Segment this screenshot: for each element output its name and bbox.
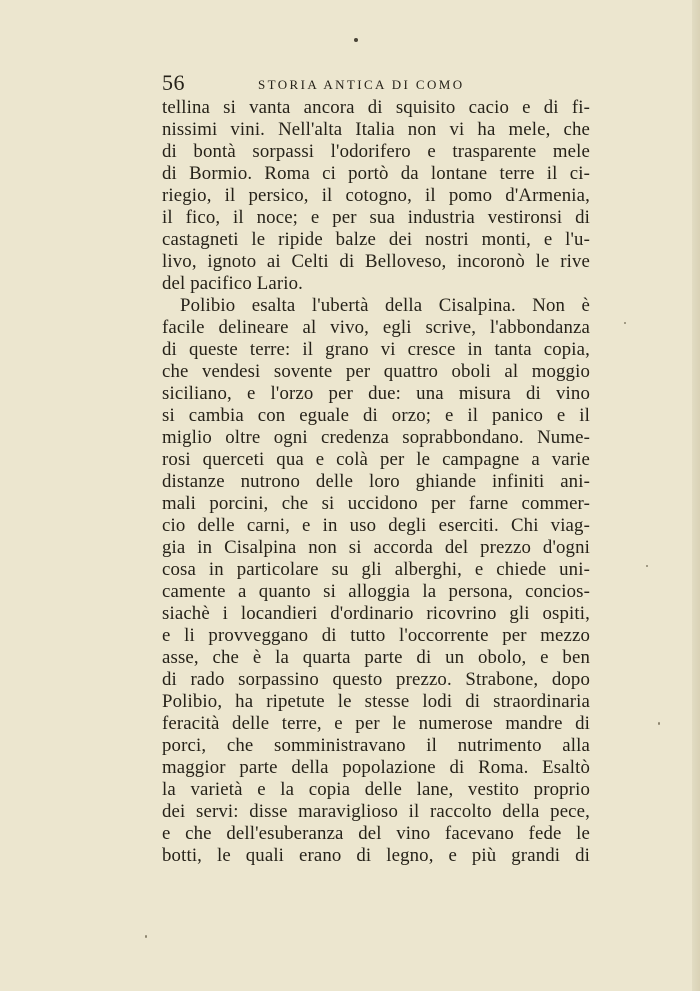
text-line: distanze nutrono delle loro ghiande infiniti ani-: [162, 471, 590, 492]
paragraph-start-line: Polibio esalta l'ubertà della Cisalpina. Non è: [180, 295, 590, 316]
text-line: e che dell'esuberanza del vino facevano fede le: [162, 823, 590, 844]
text-line: nissimi vini. Nell'alta Italia non vi ha mele, che: [162, 119, 590, 140]
page-edge-shadow: [692, 0, 700, 991]
text-line: di rado sorpassino questo prezzo. Strabone, dopo: [162, 669, 590, 690]
text-line: di bontà sorpassi l'odorifero e trasparente mele: [162, 141, 590, 162]
text-line: di Bormio. Roma ci portò da lontane terre il ci-: [162, 163, 590, 184]
text-line: si cambia con eguale di orzo; e il panico e il: [162, 405, 590, 426]
text-line: feracità delle terre, e per le numerose mandre di: [162, 713, 590, 734]
text-line: del pacifico Lario.: [162, 273, 304, 294]
text-line: facile delineare al vivo, egli scrive, l'abbondanza: [162, 317, 590, 338]
text-line: asse, che è la quarta parte di un obolo, e ben: [162, 647, 590, 668]
ink-speck: [658, 722, 660, 725]
text-line: di queste terre: il grano vi cresce in tanta copia,: [162, 339, 590, 360]
text-line: siciliano, e l'orzo per due: una misura di vino: [162, 383, 590, 404]
text-line: botti, le quali erano di legno, e più grandi di: [162, 845, 590, 866]
text-line: porci, che somministravano il nutrimento alla: [162, 735, 590, 756]
text-line: maggior parte della popolazione di Roma. Esaltò: [162, 757, 590, 778]
text-line: rosi querceti qua e colà per le campagne a varie: [162, 449, 590, 470]
running-title: STORIA ANTICA DI COMO: [258, 77, 465, 92]
text-line: riegio, il persico, il cotogno, il pomo d'Armenia,: [162, 185, 590, 206]
text-line: cio delle carni, e in uso degli eserciti. Chi viag-: [162, 515, 590, 536]
text-line: miglio oltre ogni credenza soprabbondano. Nume-: [162, 427, 590, 448]
text-line: mali porcini, che si uccidono per farne commer-: [162, 493, 590, 514]
running-head: [162, 70, 590, 100]
text-line: tellina si vanta ancora di squisito cacio e di fi-: [162, 97, 590, 118]
text-line: castagneti le ripide balze dei nostri monti, e l'u-: [162, 229, 590, 250]
text-line: siachè i locandieri d'ordinario ricovrino gli ospiti,: [162, 603, 590, 624]
ink-speck: [354, 38, 358, 42]
ink-speck: [646, 565, 648, 567]
text-line: Polibio, ha ripetute le stesse lodi di straordinaria: [162, 691, 590, 712]
ink-speck: [624, 322, 626, 324]
text-line: la varietà e la copia delle lane, vestito proprio: [162, 779, 590, 800]
ink-speck: [145, 935, 147, 938]
text-line: livo, ignoto ai Celti di Belloveso, incoronò le rive: [162, 251, 590, 272]
page-number: 56: [162, 70, 185, 95]
text-line: cosa in particolare su gli alberghi, e chiede uni-: [162, 559, 590, 580]
text-line: che vendesi sovente per quattro oboli al moggio: [162, 361, 590, 382]
text-line: dei servi: disse maraviglioso il raccolto della pece,: [162, 801, 590, 822]
text-line: e li provveggano di tutto l'occorrente per mezzo: [162, 625, 590, 646]
body-text: [162, 97, 590, 867]
text-line: gia in Cisalpina non si accorda del prezzo d'ogni: [162, 537, 590, 558]
text-line: il fico, il noce; e per sua industria vestironsi di: [162, 207, 590, 228]
text-line: camente a quanto si alloggia la persona, concios-: [162, 581, 590, 602]
